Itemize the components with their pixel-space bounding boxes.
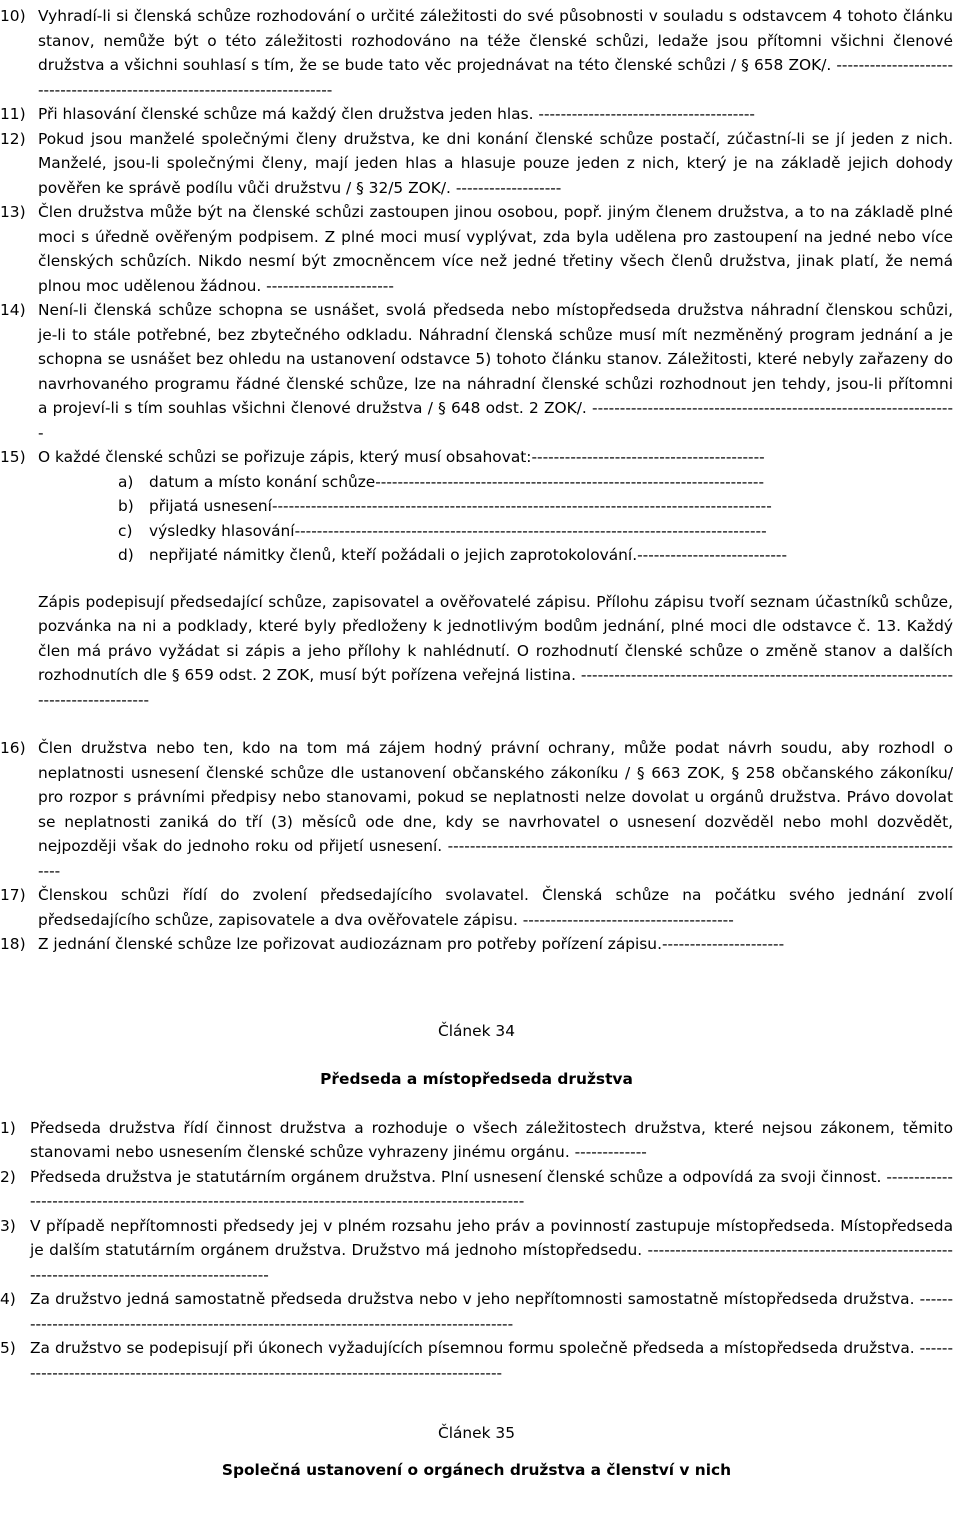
sub-item-text: nepřijaté námitky členů, kteří požádali o jejich zaprotokolování.--------------------------- [149, 546, 788, 564]
sub-item [118, 519, 953, 544]
item-text: V případě nepřítomnosti předsedy jej v plném rozsahu jeho práv a povinností zastupuje místopředseda. Místopředseda je dalším statutárním orgánem družstva. Družstvo má jednoho místopředsedu. -------------------------------------------------------------------------------------------------- [30, 1216, 953, 1284]
item-text: Z jednání členské schůze lze pořizovat audiozáznam pro potřeby pořízení zápisu.---------------------- [38, 935, 785, 953]
list-item [0, 200, 953, 298]
list-item [0, 1116, 953, 1165]
list-item [0, 736, 953, 883]
item-number: 12) [0, 129, 26, 148]
item-number: 3) [0, 1216, 16, 1235]
sub-item-letter: c) [118, 521, 133, 540]
list-item [0, 1165, 953, 1214]
item-number: 2) [0, 1167, 16, 1186]
item-number: 5) [0, 1339, 16, 1357]
item-text: Člen družstva může být na členské schůzi zastoupen jinou osobou, popř. jiným členem družstva, a to na základě plné moci s úředně ověřeným podpisem. Z plné moci musí vyplývat, zda byla udělena pro zastoupení na jedné nebo více členských schůzích. Nikdo nesmí být zmocněncem více než jedné třetiny všech členů družstva, jinak platí, že nemá plnou moc udělenou žádnou. ----------------------- [38, 203, 953, 295]
sub-item [118, 494, 953, 519]
item-text: Předseda družstva je statutárním orgánem družstva. Plní usnesení členské schůze a odpovídá za svoji činnost. ----------------------------------------------------------------------------------------------------- [30, 1167, 953, 1210]
list-item [0, 445, 953, 470]
sub-item-text: přijatá usnesení------------------------------------------------------------------------------------------ [149, 497, 772, 515]
sub-item-letter: a) [118, 472, 134, 491]
minutes-subitems [0, 470, 953, 568]
sub-item-text: datum a místo konání schůze---------------------------------------------------------------------- [149, 472, 765, 491]
item-number: 17) [0, 886, 26, 904]
item-text: Za družstvo jedná samostatně předseda družstva nebo v jeho nepřítomnosti samostatně místopředseda družstva. --------------------------------------------------------------------------------------------- [30, 1290, 953, 1333]
list-item [0, 102, 953, 127]
article-subtitle: Společná ustanovení o orgánech družstva a členství v nich [221, 1460, 732, 1479]
item-number: 11) [0, 105, 26, 123]
item-text: Členskou schůzi řídí do zvolení předsedajícího svolavatel. Členská schůze na počátku svého jednání zvolí předsedajícího schůze, zapisovatele a dva ověřovatele zápisu. -------------------------------------- [38, 886, 953, 929]
item-text: Člen družstva nebo ten, kdo na tom má zájem hodný právní ochrany, může podat návrh soudu, aby rozhodl o neplatnosti usnesení členské schůze dle ustanovení občanského zákoníku / § 663 ZOK, § 258 občanského zákoníku/ pro rozpor s právními předpisy nebo stanovami, pokud se neplatnosti nelze dovolat u orgánů družstva. Právo dovolat se neplatnosti zaniká do tří (3) měsíců ode dne, kdy se navrhovatel o usnesení dozvěděl nebo mohl dozvědět, nejpozději však do jednoho roku od přijetí usnesení. ----------------------------------------------------------------------------------------------- [38, 739, 953, 880]
item-number: 13) [0, 203, 26, 221]
item-text: Za družstvo se podepisují při úkonech vyžadujících písemnou formu společně předseda a místopředseda družstva. ------------------------------------------------------------------------------------------- [30, 1339, 953, 1382]
item-number: 15) [0, 448, 26, 466]
list-item [0, 1287, 953, 1336]
item-text: Při hlasování členské schůze má každý člen družstva jeden hlas. --------------------------------------- [38, 105, 755, 123]
item-text: Není-li členská schůze schopna se usnášet, svolá předseda nebo místopředseda družstva náhradní členskou schůzi, je-li to stále potřebné, bez zbytečného odkladu. Náhradní členská schůze musí mít nezměněný program jednání a je schopna se usnášet bez ohledu na ustanovení odstavce 5) tohoto článku stanov. Záležitosti, které nebyly zařazeny do navrhovaného programu řádné členské schůze, lze na náhradní členské schůzi rozhodnout jen tehdy, jsou-li přítomni a projeví-li s tím souhlas všichni členové družstva / § 648 odst. 2 ZOK/. ------------------------------------------------------------------ [38, 301, 953, 442]
sub-item-letter: d) [118, 546, 134, 564]
spacer [0, 957, 953, 1005]
sub-item [118, 543, 953, 568]
list-item [0, 883, 953, 932]
list-item [0, 4, 953, 102]
list-item [0, 298, 953, 445]
spacer [0, 712, 953, 736]
items-group-b [0, 736, 953, 957]
article-34 [0, 1019, 953, 1386]
article-subtitle: Předseda a místopředseda družstva [320, 1070, 633, 1088]
spacer [0, 1043, 953, 1067]
article-title: Článek 34 [437, 1021, 516, 1040]
item-number: 14) [0, 301, 26, 319]
list-item [0, 1336, 953, 1385]
list-item [0, 1214, 953, 1288]
list-item [0, 932, 953, 957]
item-text: Pokud jsou manželé společnými členy družstva, ke dni konání členské schůze postačí, zúčastní-li se jí jeden z nich. Manželé, jsou-li společnými členy, mají jeden hlas a hlasuje pouze jeden z nich, který je na základě jejich dohody pověřen ke správě podílu vůči družstvu / § 32/5 ZOK/. ------------------- [38, 129, 953, 197]
item-number: 10) [0, 7, 26, 25]
spacer [0, 1446, 953, 1458]
item-number: 16) [0, 739, 26, 757]
item-text: Předseda družstva řídí činnost družstva a rozhoduje o všech záležitostech družstva, které nejsou zákonem, těmito stanovami nebo usnesením členské schůze vyhrazeny jinému orgánu. ------------- [30, 1118, 953, 1161]
item-text: Vyhradí-li si členská schůze rozhodování o určité záležitosti do své působnosti v souladu s odstavcem 4 tohoto článku stanov, nemůže být o této záležitosti rozhodováno na téže členské schůzi, ledaže jsou přítomni všichni členové družstva a všichni souhlasí s tím, že se bude tato věc projednávat na této členské schůzi / § 658 ZOK/. -------------------------------------------------------------------------- [38, 7, 953, 99]
article-title: Článek 35 [437, 1424, 516, 1442]
items-group-a [0, 4, 953, 470]
sub-item-text: výsledky hlasování------------------------------------------------------------------------------------- [149, 521, 767, 540]
article-35 [0, 1421, 953, 1482]
spacer [0, 1385, 953, 1421]
item-number: 18) [0, 935, 26, 953]
spacer [0, 1092, 953, 1116]
minutes-paragraph: Zápis podepisují předsedající schůze, zapisovatel a ověřovatelé zápisu. Přílohu zápisu tvoří seznam účastníků schůze, pozvánka na ni a podklady, které byly předloženy k jednotlivým bodům jednání, plné moci dle odstavce č. 13. Každý člen má právo vyžádat si zápis a jeho přílohy k nahlédnutí. O rozhodnutí členské schůze o změně stanov a dalších rozhodnutích dle § 659 odst. 2 ZOK, musí být pořízena veřejná listina. --------------------------------------------------------------------------------------- [38, 592, 953, 709]
sub-item-letter: b) [118, 497, 134, 515]
list-item [0, 127, 953, 201]
item-number: 1) [0, 1118, 16, 1137]
sub-item [118, 470, 953, 495]
item-number: 4) [0, 1290, 16, 1308]
item-text: O každé členské schůzi se pořizuje zápis, který musí obsahovat:------------------------------------------ [38, 448, 765, 466]
